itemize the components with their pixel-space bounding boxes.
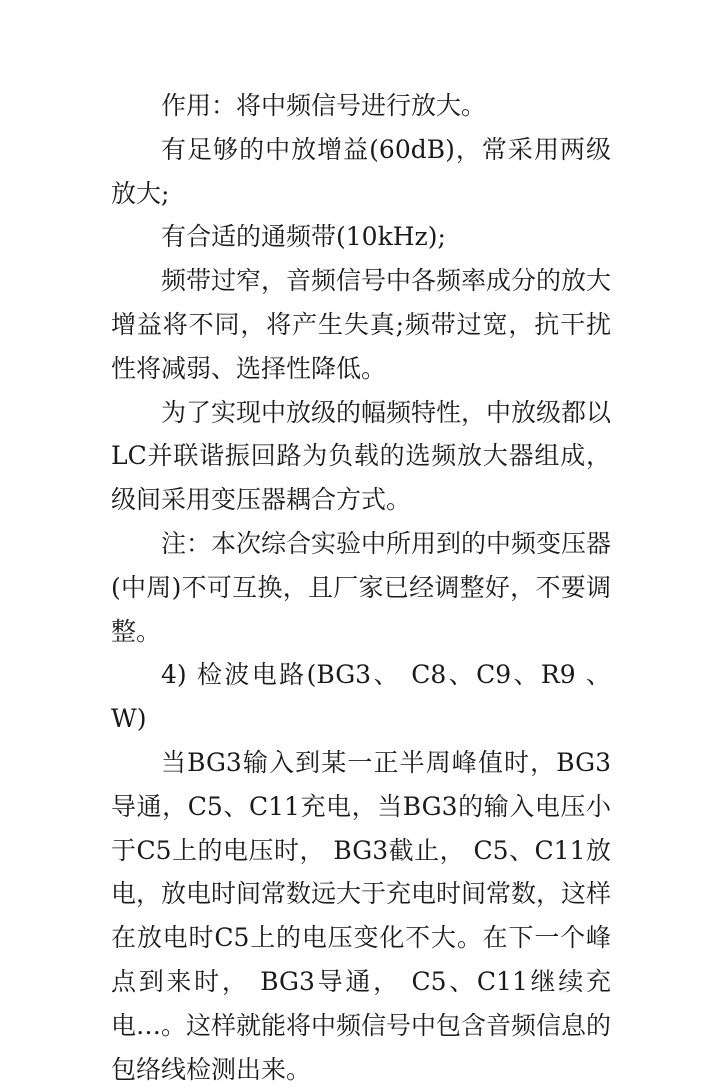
paragraph-function: 作用：将中频信号进行放大。 <box>161 91 487 120</box>
paragraph-gain: 有足够的中放增益(60dB)，常采用两级放大; <box>111 134 611 208</box>
document-body <box>111 84 611 1091</box>
paragraph-note: 注：本次综合实验中所用到的中频变压器(中周)不可互换，且厂家已经调整好，不要调整。 <box>111 528 612 646</box>
paragraph-lc-resonance: 为了实现中放级的幅频特性，中放级都以LC并联谐振回路为负载的选频放大器组成，级间采用变压器耦合方式。 <box>111 397 612 515</box>
section-heading-detector: 4) 检波电路(BG3、 C8、C9、R9 、W) <box>111 660 611 734</box>
paragraph-bandwidth: 有合适的通频带(10kHz); <box>161 222 446 252</box>
paragraph-detector-operation: 当BG3输入到某一正半周峰值时，BG3导通，C5、C11充电，当BG3的输入电压小于C5上的电压时， BG3截止， C5、C11放电，放电时间常数远大于充电时间常数，这样在放电时C5上的电压变化不大。在下一个峰点到来时， BG3导通， C5、C11继续充电…。这样就能将中频信号中包含音频信息的包络线检测出来。 <box>111 747 612 1084</box>
paragraph-bandwidth-effects: 频带过窄，音频信号中各频率成分的放大增益将不同，将产生失真;频带过宽，抗干扰性将减弱、选择性降低。 <box>111 266 612 383</box>
